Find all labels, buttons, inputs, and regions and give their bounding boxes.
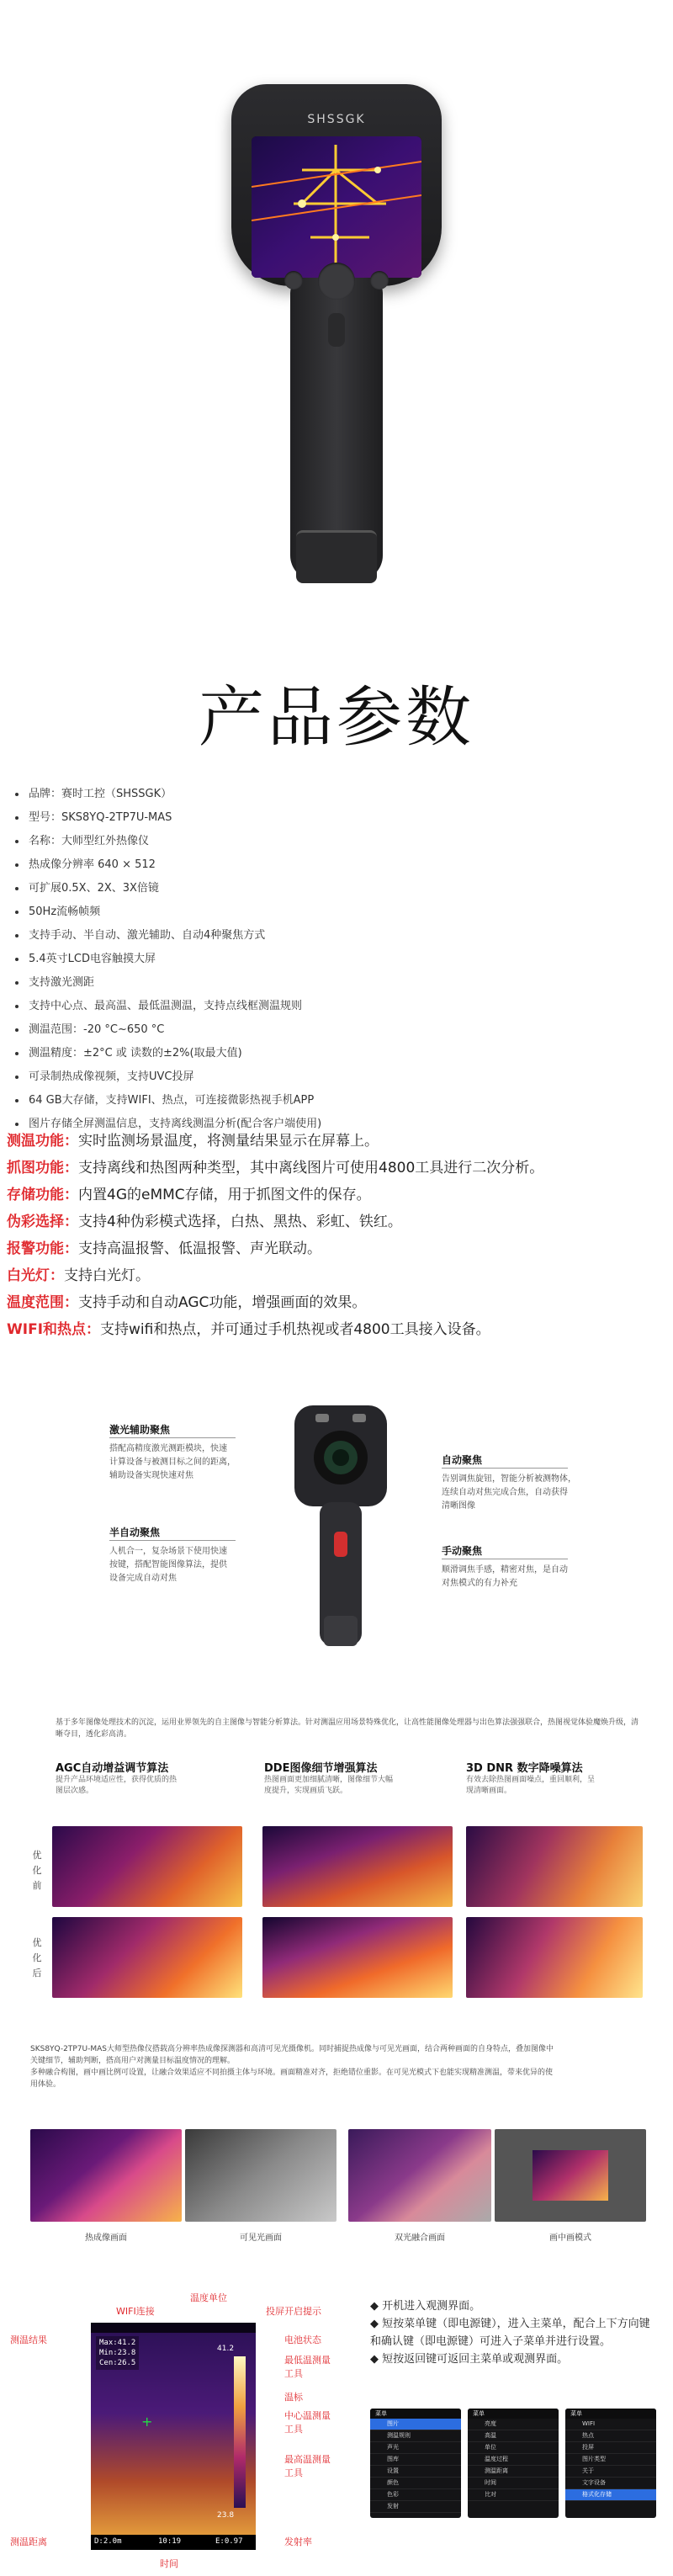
spec-item: 测温范围：-20 °C~650 °C [15,1018,604,1042]
camera-brand: SHSSGK [307,113,366,126]
feature-item [7,1235,667,1262]
feature-text: 支持4种伪彩模式选择，白热、黑热、彩虹、铁红。 [78,1214,402,1230]
feature-key: 抓图功能： [7,1160,78,1176]
mode-caption: 可见光画面 [240,2233,282,2243]
body-line: 顺滑调焦手感，精密对焦，是自动 [442,1565,568,1575]
ui-guide-section [0,2272,673,2576]
focus-section [0,1380,673,1658]
label-center-tool: 中心温测量工具 [284,2410,331,2435]
fusion-mode-image [348,2129,491,2222]
params-title: 产品参数 [198,680,474,756]
time-value: 10:19 [158,2537,182,2546]
feature-text: 支持wifi和热点，并可通过手机热视或者4800工具接入设备。 [100,1321,490,1338]
semi-rule [109,1540,236,1541]
laser-focus-title: 激光辅助聚焦 [109,1424,171,1436]
spec-list [15,783,604,1136]
feature-key: 存储功能： [7,1187,78,1203]
row-label-before: 优化前 [32,1850,42,1891]
tip-text: 开机进入观测界面。 [382,2300,481,2313]
feature-key: 白光灯： [7,1267,64,1284]
label-time: 时间 [160,2558,178,2569]
desc-line: 热图画面更加细腻清晰，图像细节大幅 [264,1776,394,1784]
tip-text: 短按返回键可返回主菜单或观测界面。 [382,2353,569,2366]
body-line: 搭配高精度激光测距模块，快速 [109,1444,227,1453]
algo-desc [466,1775,651,1797]
row-label-after: 优化后 [32,1937,42,1978]
dde-before-image [262,1826,453,1907]
auto-focus-title: 自动聚焦 [442,1454,483,1466]
menu-row[interactable]: 测温规则 [370,2430,461,2442]
algo-col-agc [56,1759,241,1797]
agc-after-image [52,1917,242,1998]
menu-row[interactable]: 设置 [370,2466,461,2478]
feature-item [7,1316,667,1343]
screen-shot [91,2323,256,2550]
thermal-mode-image [30,2129,182,2222]
algo-title: AGC自动增益调节算法 [56,1762,169,1775]
feature-text: 内置4G的eMMC存储，用于抓图文件的保存。 [78,1187,371,1203]
label-battery: 电池状态 [284,2334,321,2345]
feature-key: 伪彩选择： [7,1214,78,1230]
body-line: 人机合一，复杂场景下使用快速 [109,1547,227,1556]
camera-back-key[interactable] [284,271,303,289]
label-temp-unit: 温度单位 [190,2292,227,2303]
camera-screen [252,136,421,278]
menu-row[interactable]: 比对 [468,2489,559,2501]
laser-rule [109,1437,236,1438]
menu-row[interactable]: 图片 [370,2419,461,2430]
menu-row[interactable]: 亮度 [468,2419,559,2430]
label-cast: 投屏开启提示 [266,2306,321,2317]
feature-list [7,1128,667,1343]
body-line: 清晰图像 [442,1501,475,1511]
hero-section [0,0,673,640]
feature-text: 支持离线和热图两种类型，其中离线图片可使用4800工具进行二次分析。 [78,1160,544,1176]
menu-row[interactable]: 热点 [565,2430,656,2442]
measure-readout [96,2336,139,2370]
menu-row[interactable]: 单位 [468,2442,559,2454]
scale-bottom: 23.8 [217,2511,235,2520]
menu-row[interactable]: 高温 [468,2430,559,2442]
feature-item [7,1182,667,1208]
menu-row[interactable]: 投屏 [565,2442,656,2454]
label-measure: 测温结果 [10,2334,47,2345]
spec-item: 支持激光测距 [15,971,604,995]
feature-item [7,1155,667,1182]
spec-item: 50Hz流畅帧频 [15,900,604,924]
feature-text: 实时监测场景温度，将测量结果显示在屏幕上。 [78,1133,379,1150]
spec-item: 支持中心点、最高温、最低温测温，支持点线框测温规则 [15,995,604,1018]
feature-text: 支持高温报警、低温报警、声光联动。 [78,1240,321,1257]
algo-title: 3D DNR 数字降噪算法 [466,1762,583,1775]
label-low-tool: 最低温测量工具 [284,2355,331,2379]
visible-mode-image [185,2129,336,2222]
menu-head: 菜单 [370,2409,461,2419]
mode-intro-line: 用体验。 [30,2080,61,2089]
distance-value: D:2.0m [94,2537,122,2546]
algo-desc [56,1775,241,1797]
mode-caption: 双光融合画面 [395,2233,445,2243]
pip-inset [533,2150,608,2201]
desc-line: 有效去除热图画面噪点，重回顺利，呈 [466,1776,596,1784]
tip-item: ◆ 开机进入观测界面。 [370,2300,481,2313]
feature-item [7,1208,667,1235]
label-max-tool: 最高温测量工具 [284,2454,331,2478]
spec-item: 品牌：赛时工控（SHSSGK） [15,783,604,806]
algo-title: DDE图像细节增强算法 [264,1762,378,1775]
label-emissivity: 发射率 [284,2536,312,2547]
max-value: Max:41.2 [99,2339,136,2347]
tip-item: ◆ 短按菜单键（即电源键），进入主菜单，配合上下方向键和确认键（即电源键）可进入子菜单并进行设置。 [370,2318,650,2348]
laser-focus-body [109,1442,236,1483]
spec-item: 支持手动、半自动、激光辅助、自动4种聚焦方式 [15,924,604,948]
manual-focus-body [442,1564,568,1591]
algo-desc [264,1775,449,1797]
spec-item: 测温精度：±2°C 或 读数的±2%(取最大值) [15,1042,604,1065]
algo-col-dde [264,1759,449,1797]
body-line: 设备完成自动对焦 [109,1574,177,1583]
feature-item [7,1128,667,1155]
mode-caption: 热成像画面 [85,2233,127,2243]
camera-base [296,530,377,583]
scale-bar [234,2356,246,2508]
semi-focus-title: 半自动聚焦 [109,1527,161,1538]
feature-key: WIFI和热点： [7,1321,101,1338]
menu-row[interactable]: 发射 [370,2501,461,2513]
focus-camera-image [290,1405,391,1649]
trigger-icon[interactable] [328,313,345,347]
dnr-before-image [466,1826,643,1907]
feature-text: 支持白光灯。 [64,1267,150,1284]
algo-col-dnr [466,1759,651,1797]
label-distance: 测温距离 [10,2536,47,2547]
menu-row[interactable]: 时间 [468,2478,559,2489]
center-cross-icon: + [141,2414,153,2430]
mode-intro-line: 多种融合构图，画中画比例可设置，让融合效果适应不同拍摄主体与环境。画面精准对齐，拒绝错位重影。在可见光模式下也能实现精准测温，带来优异的使 [30,2069,554,2077]
min-value: Min:23.8 [99,2349,136,2357]
menu-row[interactable]: 测温距离 [468,2466,559,2478]
spec-item: 5.4英寸LCD电容触摸大屏 [15,948,604,971]
desc-line: 提升产品环境适应性，获得优质的热 [56,1776,178,1784]
dde-after-image [262,1917,453,1998]
spec-item: 64 GB大存储，支持WIFI、热点，可连接微影热视手机APP [15,1089,604,1113]
desc-line: 图层次感。 [56,1787,94,1795]
scale-top: 41.2 [217,2345,235,2353]
desc-line: 度提升，实现画质飞跃。 [264,1787,348,1795]
camera-body [231,84,442,286]
label-cursor: 温标 [284,2392,303,2403]
menu-row[interactable]: 声光 [370,2442,461,2454]
menu-row[interactable]: 关于 [565,2466,656,2478]
thermal-tower-image [252,136,421,278]
menu-row[interactable]: WIFI [565,2419,656,2430]
menu-row[interactable]: 图库 [370,2454,461,2466]
menu-shot-3 [565,2409,656,2518]
spec-item: 图片存储全屏测温信息，支持离线测温分析(配合客户端使用) [15,1113,604,1136]
camera-menu-key[interactable] [370,271,389,289]
mode-intro [30,2043,644,2090]
spec-item: 热成像分辨率 640 × 512 [15,853,604,877]
mode-caption: 画中画模式 [549,2233,591,2243]
dnr-after-image [466,1917,643,1998]
body-line: 计算设备与被测目标之间的距离， [109,1458,236,1467]
body-line: 辅助设备实现快速对焦 [109,1471,193,1480]
auto-focus-body [442,1473,576,1513]
desc-line: 现清晰画面。 [466,1787,512,1795]
menu-row[interactable]: 颜色 [370,2478,461,2489]
body-line: 按键，搭配智能图像算法，提供 [109,1560,227,1570]
feature-key: 报警功能： [7,1240,78,1257]
feature-key: 温度范围： [7,1294,78,1311]
tip-text: 短按菜单键（即电源键），进入主菜单，配合上下方向键和确认键（即电源键）可进入子菜单并进行设置。 [370,2318,650,2348]
label-wifi: WIFI连接 [116,2306,155,2317]
tips [370,2297,656,2368]
spec-item: 名称：大师型红外热像仪 [15,830,604,853]
body-line: 对焦模式的有力补充 [442,1579,517,1588]
spec-item: 可录制热成像视频，支持UVC投屏 [15,1065,604,1089]
status-bar [91,2323,256,2333]
pip-mode-image [495,2129,646,2222]
auto-rule [442,1468,568,1469]
cen-value: Cen:26.5 [99,2359,136,2367]
menu-row[interactable]: 文字设备 [565,2478,656,2489]
menu-row[interactable]: 格式化存储 [565,2489,656,2501]
mode-intro-line: 关键细节，辅助判断，搭高用户对测量目标温度情况的理解。 [30,2057,236,2065]
feature-key: 测温功能： [7,1133,78,1150]
algo-headings [56,1759,644,1818]
feature-text: 支持手动和自动AGC功能，增强画面的效果。 [78,1294,367,1311]
feature-item [7,1289,667,1316]
menu-shot-2 [468,2409,559,2518]
tip-item: ◆ 短按返回键可返回主菜单或观测界面。 [370,2353,569,2366]
menu-shot-1 [370,2409,461,2518]
algo-intro: 基于多年图像处理技术的沉淀，运用业界领先的自主图像与智能分析算法。针对测温应用场景特殊优化，让高性能图像处理器与出色算法强强联合，热图视觉体验魔焕升级，清晰夺目，透化彩高清。 [56,1718,639,1739]
body-line: 连续自动对焦完成合焦，自动获得 [442,1488,568,1497]
manual-focus-title: 手动聚焦 [442,1545,483,1557]
dpad-icon[interactable] [318,263,355,300]
body-line: 告别调焦旋钮，智能分析被测物体， [442,1474,576,1484]
spec-item: 型号：SKS8YQ-2TP7U-MAS [15,806,604,830]
menu-row[interactable]: 图片类型 [565,2454,656,2466]
menu-head: 菜单 [468,2409,559,2419]
emissivity-value: E:0.97 [215,2537,243,2546]
menu-row[interactable]: 温度过程 [468,2454,559,2466]
agc-before-image [52,1826,242,1907]
mode-intro-line: SKS8YQ-2TP7U-MAS大师型热像仪搭载高分辨率热成像探测器和高清可见光摄像机。同时捕捉热成像与可见光画面，结合两种画面的自身特点，叠加图像中 [30,2045,554,2053]
feature-item [7,1262,667,1289]
semi-focus-body [109,1545,227,1585]
menu-head: 菜单 [565,2409,656,2419]
spec-item: 可扩展0.5X、2X、3X倍镜 [15,877,604,900]
menu-row[interactable]: 色彩 [370,2489,461,2501]
